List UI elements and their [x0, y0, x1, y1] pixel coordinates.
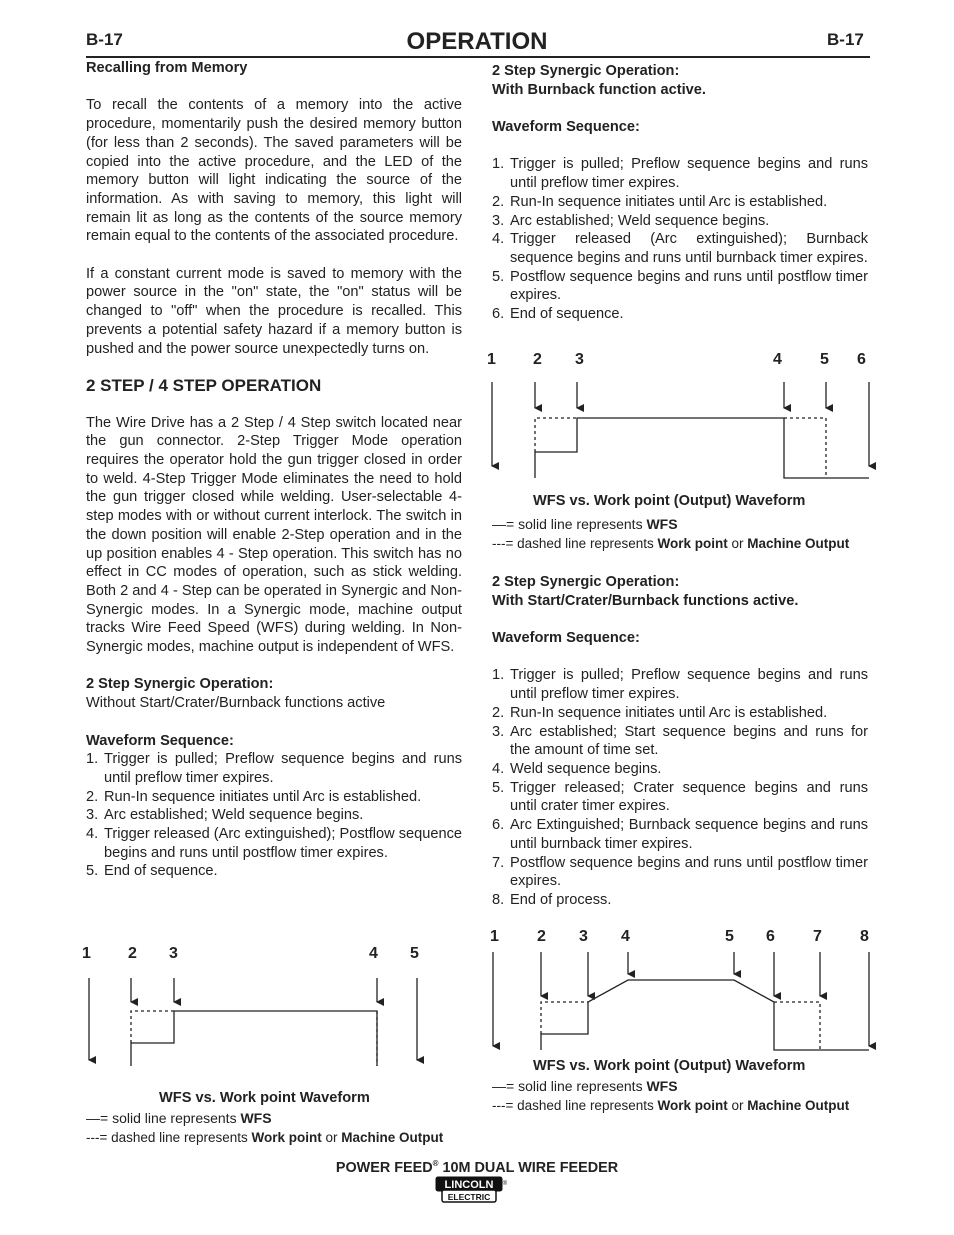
- sequence-list-1: [492, 155, 868, 323]
- legend-right-2: [492, 1077, 849, 1115]
- diagram-number: 5: [410, 945, 419, 962]
- right-column-bottom: [492, 573, 868, 910]
- diagram-caption-right-1: WFS vs. Work point (Output) Waveform: [533, 493, 806, 509]
- legend-right-1: [492, 515, 849, 553]
- list-item: 2. Run-In sequence initiates until Arc is established.: [492, 704, 828, 721]
- op-subheading: Without Start/Crater/Burnback functions active: [86, 695, 386, 712]
- diagram-number: 4: [369, 945, 378, 962]
- list-item: 6. End of sequence.: [492, 306, 624, 323]
- seq-heading: Waveform Sequence:: [86, 732, 234, 749]
- svg-text:LINCOLN: LINCOLN: [444, 1179, 494, 1191]
- diagram-number: 8: [860, 928, 869, 945]
- sequence-list: [86, 750, 462, 881]
- legend-dashed: ---= dashed line represents Work point or Machine Output: [492, 536, 850, 551]
- list-item: 5. Trigger released; Crater sequence begins and runs until crater timer expires.: [492, 779, 868, 815]
- list-item: 3. Arc established; Weld sequence begins.: [492, 212, 770, 229]
- svg-text:ELECTRIC: ELECTRIC: [447, 1192, 491, 1202]
- waveform-diagram-right-2: [480, 946, 880, 1056]
- diagram-number: 3: [575, 351, 584, 368]
- footer-product: POWER FEED® 10M DUAL WIRE FEEDER: [335, 1159, 619, 1176]
- diagram-number: 2: [128, 945, 137, 962]
- diagram-number: 1: [82, 945, 91, 962]
- diagram-number: 6: [766, 928, 775, 945]
- diagram-number: 5: [820, 351, 829, 368]
- diagram-number: 2: [533, 351, 542, 368]
- sequence-list-2: [492, 666, 868, 909]
- diagram-number: 3: [579, 928, 588, 945]
- recall-heading: Recalling from Memory: [86, 60, 248, 76]
- diagram-number: 7: [813, 928, 822, 945]
- op1-subheading: With Burnback function active.: [492, 81, 706, 98]
- list-item: 3. Arc established; Start sequence begins and runs for the amount of time set.: [492, 723, 868, 759]
- list-item: 4. Weld sequence begins.: [492, 761, 662, 777]
- diagram-caption-left: WFS vs. Work point Waveform: [159, 1090, 370, 1106]
- recall-paragraph-2: If a constant current mode is saved to memory with the power source in the "on" state, the "on" status will be changed to "off" when the procedure is recalled. This prevents a potential safety hazard if a memory button is pushed and the power source unexpectedly turns on.: [86, 265, 462, 357]
- legend-solid: —= solid line represents WFS: [86, 1110, 272, 1126]
- diagram-caption-right-2: WFS vs. Work point (Output) Waveform: [533, 1058, 806, 1074]
- list-item: 6. Arc Extinguished; Burnback sequence begins and runs until burnback timer expires.: [492, 817, 868, 852]
- seq1-heading: Waveform Sequence:: [492, 119, 640, 136]
- diagram-number: 4: [621, 928, 630, 945]
- list-item: 4. Trigger released (Arc extinguished); Postflow sequence begins and runs until postflow timer expires.: [86, 826, 462, 861]
- diagram-number: 5: [725, 928, 734, 945]
- list-item: 1. Trigger is pulled; Preflow sequence begins and runs until preflow timer expires.: [86, 751, 462, 786]
- section-paragraph: The Wire Drive has a 2 Step / 4 Step switch located near the gun connector. 2-Step Trigger Mode operation requires the operator hold the gun trigger closed in order to weld. 4-Step Trigger Mode eliminates the need to hold the gun trigger closed while welding. User-selectable 4-step modes with or without current interlock. The switch in the down position will enable 2-Step operation and in the up position enables 4 - Step operation. This switch has no effect in CC modes of operation, such as stick welding. Both 2 and 4 - Step can be operated in Synergic and Non-Synergic modes. In a Synergic mode, machine output tracks Wire Feed Speed (WFS) during welding. In Non-Synergic modes, machine output is independent of WFS.: [86, 414, 462, 656]
- legend-dashed: ---= dashed line represents Work point or Machine Output: [86, 1130, 444, 1145]
- list-item: 5. Postflow sequence begins and runs until postflow timer expires.: [492, 268, 868, 304]
- op1-heading: 2 Step Synergic Operation:: [492, 63, 680, 79]
- list-item: 5. End of sequence.: [86, 863, 218, 880]
- list-item: 2. Run-In sequence initiates until Arc is established.: [492, 193, 828, 210]
- waveform-diagram-right-1: [480, 374, 880, 484]
- list-item: 2. Run-In sequence initiates until Arc is established.: [86, 788, 422, 805]
- legend-solid: —= solid line represents WFS: [492, 1078, 678, 1094]
- list-item: 4. Trigger released (Arc extinguished); Burnback sequence begins and runs until burnback timer expires.: [492, 231, 868, 266]
- right-column-top: [492, 62, 868, 324]
- header-rule: [86, 56, 870, 58]
- list-item: 8. End of process.: [492, 891, 612, 908]
- legend-left: [86, 1109, 443, 1147]
- op-heading: 2 Step Synergic Operation:: [86, 676, 274, 693]
- section-heading: 2 STEP / 4 STEP OPERATION: [86, 375, 322, 395]
- seq2-heading: Waveform Sequence:: [492, 630, 640, 647]
- list-item: 1. Trigger is pulled; Preflow sequence begins and runs until preflow timer expires.: [492, 667, 868, 703]
- left-column: [86, 59, 462, 881]
- diagram-number: 3: [169, 945, 178, 962]
- page-number-right: B-17: [827, 30, 864, 49]
- diagram-number: 2: [537, 928, 546, 945]
- svg-text:®: ®: [502, 1181, 508, 1187]
- diagram-number: 6: [857, 351, 866, 368]
- page-number-left: B-17: [86, 30, 123, 49]
- lincoln-electric-logo: [434, 1176, 510, 1204]
- recall-paragraph-1: To recall the contents of a memory into the active procedure, momentarily push the desired memory button (for less than 2 seconds). The saved parameters will be copied into the active procedure, and the LED of the memory button will light indicating the source of the information. As with saving to memory, this light will remain lit as long as the contents of the source memory remain equal to the contents of the associated procedure.: [86, 97, 462, 245]
- legend-dashed: ---= dashed line represents Work point or Machine Output: [492, 1098, 850, 1113]
- page-title: OPERATION: [406, 28, 548, 55]
- diagram-number: 1: [490, 928, 499, 945]
- list-item: 3. Arc established; Weld sequence begins.: [86, 807, 364, 824]
- op2-heading: 2 Step Synergic Operation:: [492, 574, 680, 590]
- op2-subheading: With Start/Crater/Burnback functions active.: [492, 592, 799, 609]
- list-item: 1. Trigger is pulled; Preflow sequence begins and runs until preflow timer expires.: [492, 156, 868, 192]
- legend-solid: —= solid line represents WFS: [492, 516, 678, 532]
- diagram-number: 1: [487, 351, 496, 368]
- diagram-number: 4: [773, 351, 782, 368]
- list-item: 7. Postflow sequence begins and runs until postflow timer expires.: [492, 854, 868, 890]
- waveform-diagram-left: [80, 970, 430, 1070]
